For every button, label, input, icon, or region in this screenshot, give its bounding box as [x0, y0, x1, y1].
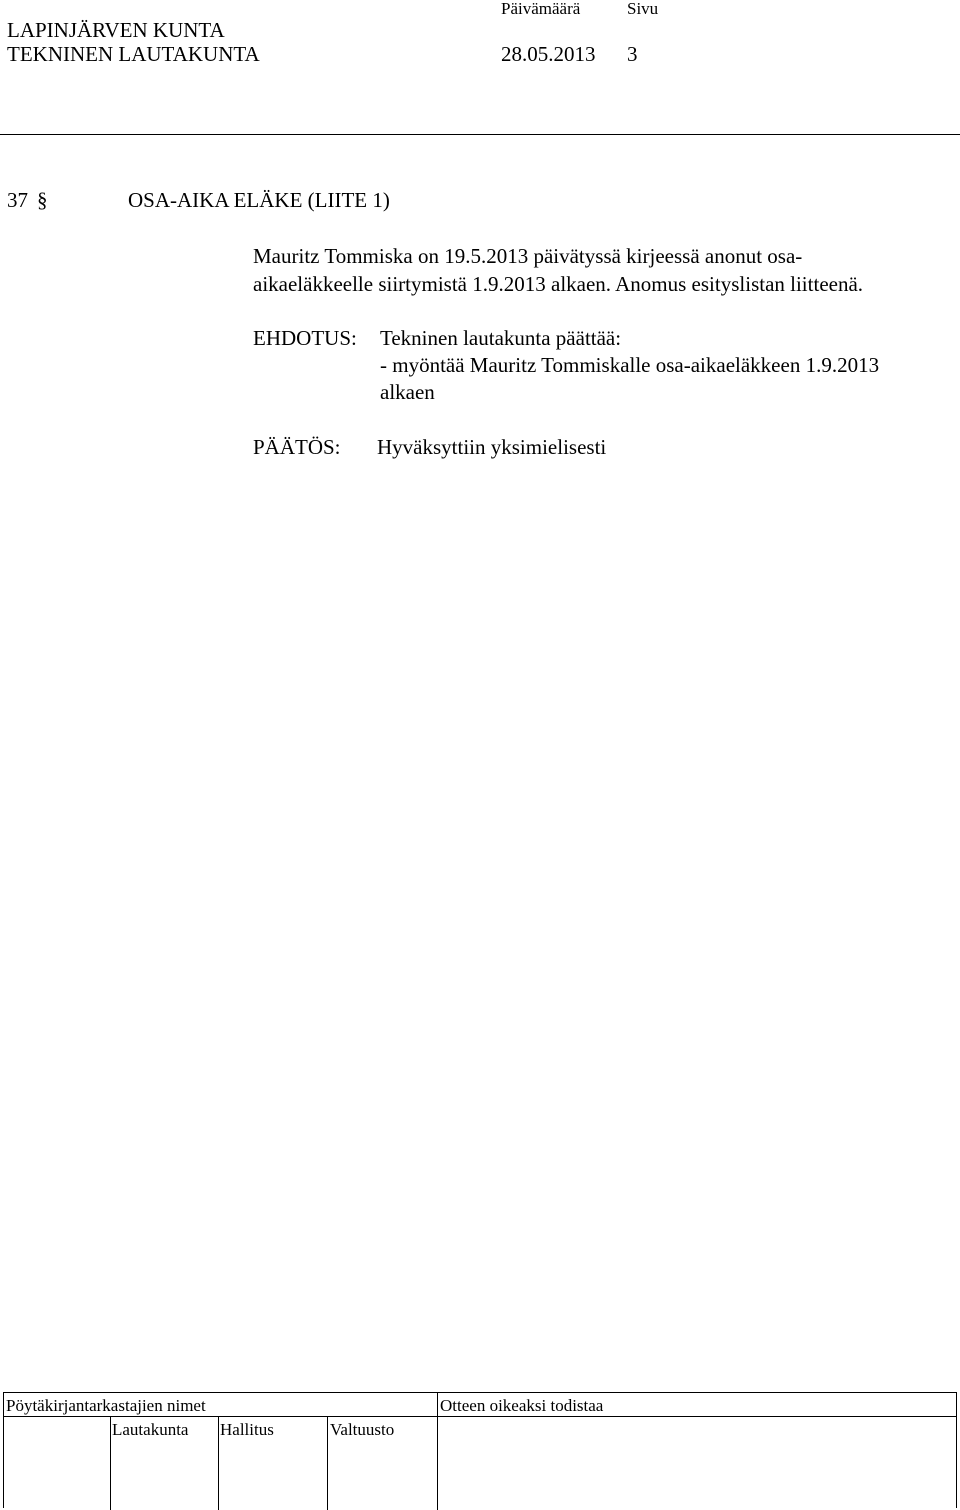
date-label: Päivämäärä	[501, 0, 581, 18]
section-title: OSA-AIKA ELÄKE (LIITE 1)	[128, 188, 390, 212]
decision-label: PÄÄTÖS:	[253, 435, 341, 459]
section-symbol: §	[37, 188, 48, 212]
signature-column-divider	[110, 1416, 111, 1510]
document-date: 28.05.2013	[501, 42, 596, 66]
signature-box-column-divider	[437, 1392, 438, 1510]
signature-column-lautakunta: Lautakunta	[112, 1420, 189, 1439]
page-label: Sivu	[627, 0, 659, 18]
signature-box-divider	[3, 1416, 957, 1417]
page-number: 3	[627, 42, 638, 66]
signature-column-hallitus: Hallitus	[220, 1420, 274, 1439]
signature-column-divider	[218, 1416, 219, 1510]
signatures-title: Pöytäkirjantarkastajien nimet	[6, 1396, 206, 1415]
signature-column-divider	[327, 1416, 328, 1510]
department-name: TEKNINEN LAUTAKUNTA	[7, 42, 260, 66]
proposal-label: EHDOTUS:	[253, 326, 357, 350]
signature-column-valtuusto: Valtuusto	[330, 1420, 395, 1439]
proposal-item-continuation: alkaen	[380, 380, 435, 404]
paragraph-line: aikaeläkkeelle siirtymistä 1.9.2013 alkaen. Anomus esityslistan liitteenä.	[253, 272, 864, 296]
organization-name: LAPINJÄRVEN KUNTA	[7, 18, 225, 42]
decision-text: Hyväksyttiin yksimielisesti	[377, 435, 607, 459]
header-divider	[0, 134, 960, 135]
certify-title: Otteen oikeaksi todistaa	[440, 1396, 604, 1415]
proposal-text: Tekninen lautakunta päättää:	[380, 326, 622, 350]
section-number: 37	[7, 188, 28, 212]
paragraph-line: Mauritz Tommiska on 19.5.2013 päivätyssä kirjeessä anonut osa-	[253, 244, 803, 268]
proposal-item: - myöntää Mauritz Tommiskalle osa-aikaeläkkeen 1.9.2013	[380, 353, 880, 377]
